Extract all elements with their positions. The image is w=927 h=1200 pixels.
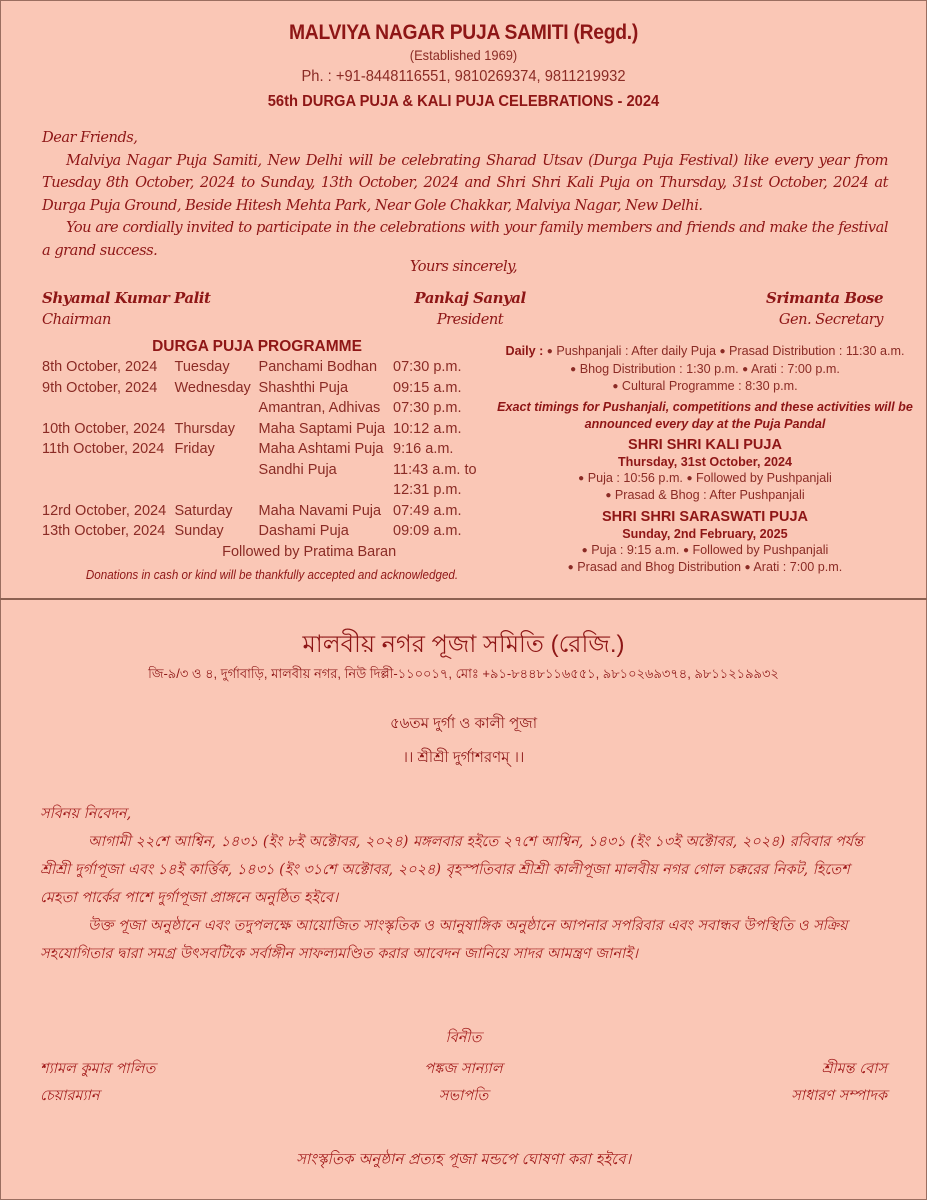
salutation: Dear Friends, <box>42 129 138 146</box>
daily-line-3 <box>495 378 915 396</box>
english-invitation <box>0 0 927 598</box>
kali-puja-title: SHRI SHRI KALI PUJA <box>628 436 782 453</box>
programme-event: Panchami Bodhan <box>258 359 378 375</box>
programme-event: Maha Navami Puja <box>258 502 382 519</box>
programme-day: Friday <box>174 441 215 457</box>
programme-event: Maha Ashtami Puja <box>258 441 384 457</box>
programme-event: Dashami Puja <box>258 523 349 539</box>
programme-time <box>408 542 482 563</box>
bengali-signatory-secretary <box>791 1056 887 1110</box>
programme-time: 09:09 a.m. <box>393 523 462 539</box>
programme-row <box>42 542 482 563</box>
programme-row <box>42 357 482 378</box>
programme-day: Saturday <box>174 502 233 519</box>
signatory-name: শ্যামল কুমার পালিত <box>40 1061 156 1077</box>
programme-date: 10th October, 2024 <box>42 420 166 437</box>
programme-date: 8th October, 2024 <box>42 359 158 375</box>
programme-event: Sandhi Puja <box>258 461 337 478</box>
bengali-signatory-president <box>0 1056 927 1110</box>
kali-puja-line-2 <box>495 487 915 505</box>
bengali-subtitle: ৫৬তম দুর্গা ও কালী পূজা <box>389 715 538 732</box>
signatory-role: Chairman <box>42 311 111 328</box>
signatory-name: Srimanta Bose <box>766 289 883 307</box>
programme-day <box>175 460 259 481</box>
saraswati-puja-item: Prasad and Bhog Distribution <box>577 560 742 574</box>
programme-row <box>42 501 482 522</box>
kali-puja-date: Thursday, 31st October, 2024 <box>617 454 793 469</box>
programme-row <box>42 480 482 501</box>
programme-time: 9:16 a.m. <box>393 441 454 457</box>
daily-item: Pushpanjali : After daily Puja <box>556 344 716 358</box>
bengali-letter-paragraph-1: আগামী ২২শে আশ্বিন, ১৪৩১ (ইং ৮ই অক্টোবর, ২০২৪) মঙ্গলবার হইতে ২৭শে আশ্বিন, ১৪৩১ (ইং ১৩ই অক্টোবর, ২০২৪) রবিবার পর্যন্ত শ্রীশ্রী দুর্গাপূজা এবং ১৪ই কার্ত্তিক, ১৪৩১ (ইং ৩১শে অক্টোবর, ২০২৪) বৃহস্পতিবার শ্রীশ্রী কালীপূজা মালবীয় নগর গোল চক্করের নিকট, হিতেশ মেহতা পার্কের পাশে দুর্গাপূজা প্রাঙ্গনে অনুষ্ঠিত হইবে। <box>40 834 864 906</box>
donations-note: Donations in cash or kind will be thankfully accepted and acknowledged. <box>85 568 459 582</box>
signatory-role: সভাপতি <box>438 1088 489 1104</box>
programme-event: Followed by Pratima Baran <box>222 543 397 560</box>
programme-event: Maha Saptami Puja <box>258 420 386 437</box>
programme-day: Wednesday <box>174 379 251 396</box>
saraswati-puja-item: Followed by Pushpanjali <box>692 542 829 557</box>
programme-row <box>42 398 482 419</box>
programme-day: Tuesday <box>174 359 230 375</box>
signatory-role: Gen. Secretary <box>778 311 883 328</box>
bengali-letter-body <box>40 800 890 968</box>
daily-item: Cultural Programme : 8:30 p.m. <box>621 379 798 393</box>
programme-table <box>42 357 482 562</box>
bullet-icon: ● <box>612 381 619 392</box>
celebrations-title: 56th DURGA PUJA & KALI PUJA CELEBRATIONS - 2024 <box>267 93 660 110</box>
programme-date <box>42 398 175 419</box>
schedule-details <box>495 343 915 577</box>
programme-time: 10:12 a.m. <box>393 420 462 437</box>
programme-date: 9th October, 2024 <box>42 379 158 396</box>
programme-event <box>259 480 393 501</box>
signatory-role: President <box>436 311 504 328</box>
programme-day <box>175 398 259 419</box>
bullet-icon: ● <box>578 472 585 484</box>
bullet-icon: ● <box>605 490 612 501</box>
bengali-footer-note: সাংস্কৃতিক অনুষ্ঠান প্রত্যহ পূজা মন্ডপে ঘোষণা করা হইবে। <box>295 1150 631 1168</box>
programme-time: 07:30 p.m. <box>393 359 462 375</box>
programme-time: 12:31 p.m. <box>393 482 462 498</box>
saraswati-puja-line-1 <box>495 542 915 560</box>
established-year: (Established 1969) <box>409 47 518 63</box>
signatory-name: Pankaj Sanyal <box>414 289 526 307</box>
phone-numbers: Ph. : +91-8448116551, 9810269374, 9811219932 <box>301 68 626 85</box>
bengali-org-name: মালবীয় নগর পূজা সমিতি (রেজি.) <box>302 631 625 658</box>
programme-day: Thursday <box>174 420 235 437</box>
daily-label: Daily : <box>505 344 544 358</box>
signatory-role: চেয়ারম্যান <box>40 1088 100 1104</box>
programme-row <box>42 521 482 542</box>
programme-day <box>152 542 222 563</box>
signatory-name: শ্রীমন্ত বোস <box>821 1061 887 1077</box>
bengali-invocation: ।। শ্রীশ্রী দুর্গাশরণম্ ।। <box>402 749 525 766</box>
bengali-closing: বিনীত <box>445 1030 482 1046</box>
programme-day <box>175 480 259 501</box>
programme-row <box>42 460 482 481</box>
programme-date <box>42 480 175 501</box>
programme-event: Amantran, Adhivas <box>258 400 381 416</box>
programme-time: 07:30 p.m. <box>393 400 462 416</box>
kali-puja-item: Puja : 10:56 p.m. <box>587 470 683 485</box>
bullet-icon: ● <box>546 346 553 357</box>
programme-day: Sunday <box>174 523 224 539</box>
signatory-name: Shyamal Kumar Palit <box>42 289 211 307</box>
kali-puja-item: Prasad & Bhog : After Pushpanjali <box>614 488 805 502</box>
signatory-secretary <box>766 288 883 330</box>
programme-row <box>42 439 482 460</box>
daily-line-2 <box>495 361 915 379</box>
timings-note: Exact timings for Pushanjali, competitions and these activities will be announced every day at the Puja Pandal <box>497 399 913 431</box>
bengali-salutation: সবিনয় নিবেদন, <box>40 806 132 822</box>
letter-paragraph-2: You are cordially invited to participate in the celebrations with your family members and friends and make the festival a grand success. <box>42 219 888 259</box>
saraswati-puja-line-2 <box>495 559 915 577</box>
saraswati-puja-title: SHRI SHRI SARASWATI PUJA <box>602 508 808 525</box>
programme-time: 11:43 a.m. to <box>393 461 477 478</box>
daily-item: Bhog Distribution : 1:30 p.m. <box>579 361 739 376</box>
programme-row <box>42 419 482 440</box>
daily-line-1 <box>495 343 915 361</box>
saraswati-puja-item: Arati : 7:00 p.m. <box>753 560 843 574</box>
kali-puja-item: Followed by Pushpanjali <box>695 470 832 485</box>
daily-item: Prasad Distribution : 11:30 a.m. <box>729 344 905 358</box>
saraswati-puja-item: Puja : 9:15 a.m. <box>591 542 680 557</box>
bullet-icon: ● <box>581 544 588 556</box>
programme-time: 07:49 a.m. <box>393 502 462 519</box>
bengali-address: জি-৯/৩ ও ৪, দুর্গাবাড়ি, মালবীয় নগর, নিউ দিল্লী-১১০০১৭, মোঃ +৯১-৮৪৪৮১১৬৫৫১, ৯৮১০২৬৯৩৭৪, ৯৮১১২১৯৯৩২ <box>148 666 779 681</box>
programme-time: 09:15 a.m. <box>393 379 462 396</box>
programme-date: 12rd October, 2024 <box>42 502 167 519</box>
bullet-icon: ● <box>682 544 689 556</box>
bengali-letter-paragraph-2: উক্ত পূজা অনুষ্ঠানে এবং তদুপলক্ষে আয়োজিত সাংস্কৃতিক ও আনুষাঙ্গিক অনুষ্ঠানে আপনার সপরিবার এবং সবান্ধব উপস্থিতি ও সক্রিয় সহযোগিতার দ্বারা সমগ্র উৎসবটিকে সর্বাঙ্গীন সাফল্যমণ্ডিত করার আবেদন জানিয়ে সাদর আমন্ত্রণ জানাই। <box>40 918 848 962</box>
letter-paragraph-1: Malviya Nagar Puja Samiti, New Delhi will be celebrating Sharad Utsav (Durga Puja Festival) like every year from Tuesday 8th October, 2024 to Sunday, 13th October, 2024 and Shri Shri Kali Puja on Thursday, 31st October, 2024 at Durga Puja Ground, Beside Hitesh Mehta Park, Near Gole Chakkar, Malviya Nagar, New Delhi. <box>42 151 888 214</box>
kali-puja-line-1 <box>495 470 915 488</box>
bullet-icon: ● <box>719 346 726 357</box>
closing: Yours sincerely, <box>409 258 518 275</box>
bullet-icon: ● <box>744 562 751 573</box>
saraswati-puja-date: Sunday, 2nd February, 2025 <box>622 526 788 541</box>
programme-row <box>42 378 482 399</box>
programme-date: 11th October, 2024 <box>42 441 165 457</box>
durga-puja-programme <box>42 338 482 562</box>
bullet-icon: ● <box>570 363 577 375</box>
daily-item: Arati : 7:00 p.m. <box>750 361 840 376</box>
programme-event: Shashthi Puja <box>258 379 349 396</box>
signatory-name: পঙ্কজ সান্যাল <box>424 1061 503 1077</box>
signatory-role: সাধারণ সম্পাদক <box>791 1088 887 1104</box>
bullet-icon: ● <box>686 472 693 484</box>
programme-date <box>42 542 152 563</box>
bullet-icon: ● <box>742 363 749 375</box>
programme-date <box>42 460 175 481</box>
letter-body <box>42 127 888 262</box>
bullet-icon: ● <box>567 562 574 573</box>
programme-date: 13th October, 2024 <box>42 523 166 539</box>
org-name: MALVIYA NAGAR PUJA SAMITI (Regd.) <box>288 21 639 44</box>
programme-title: DURGA PUJA PROGRAMME <box>152 338 362 355</box>
